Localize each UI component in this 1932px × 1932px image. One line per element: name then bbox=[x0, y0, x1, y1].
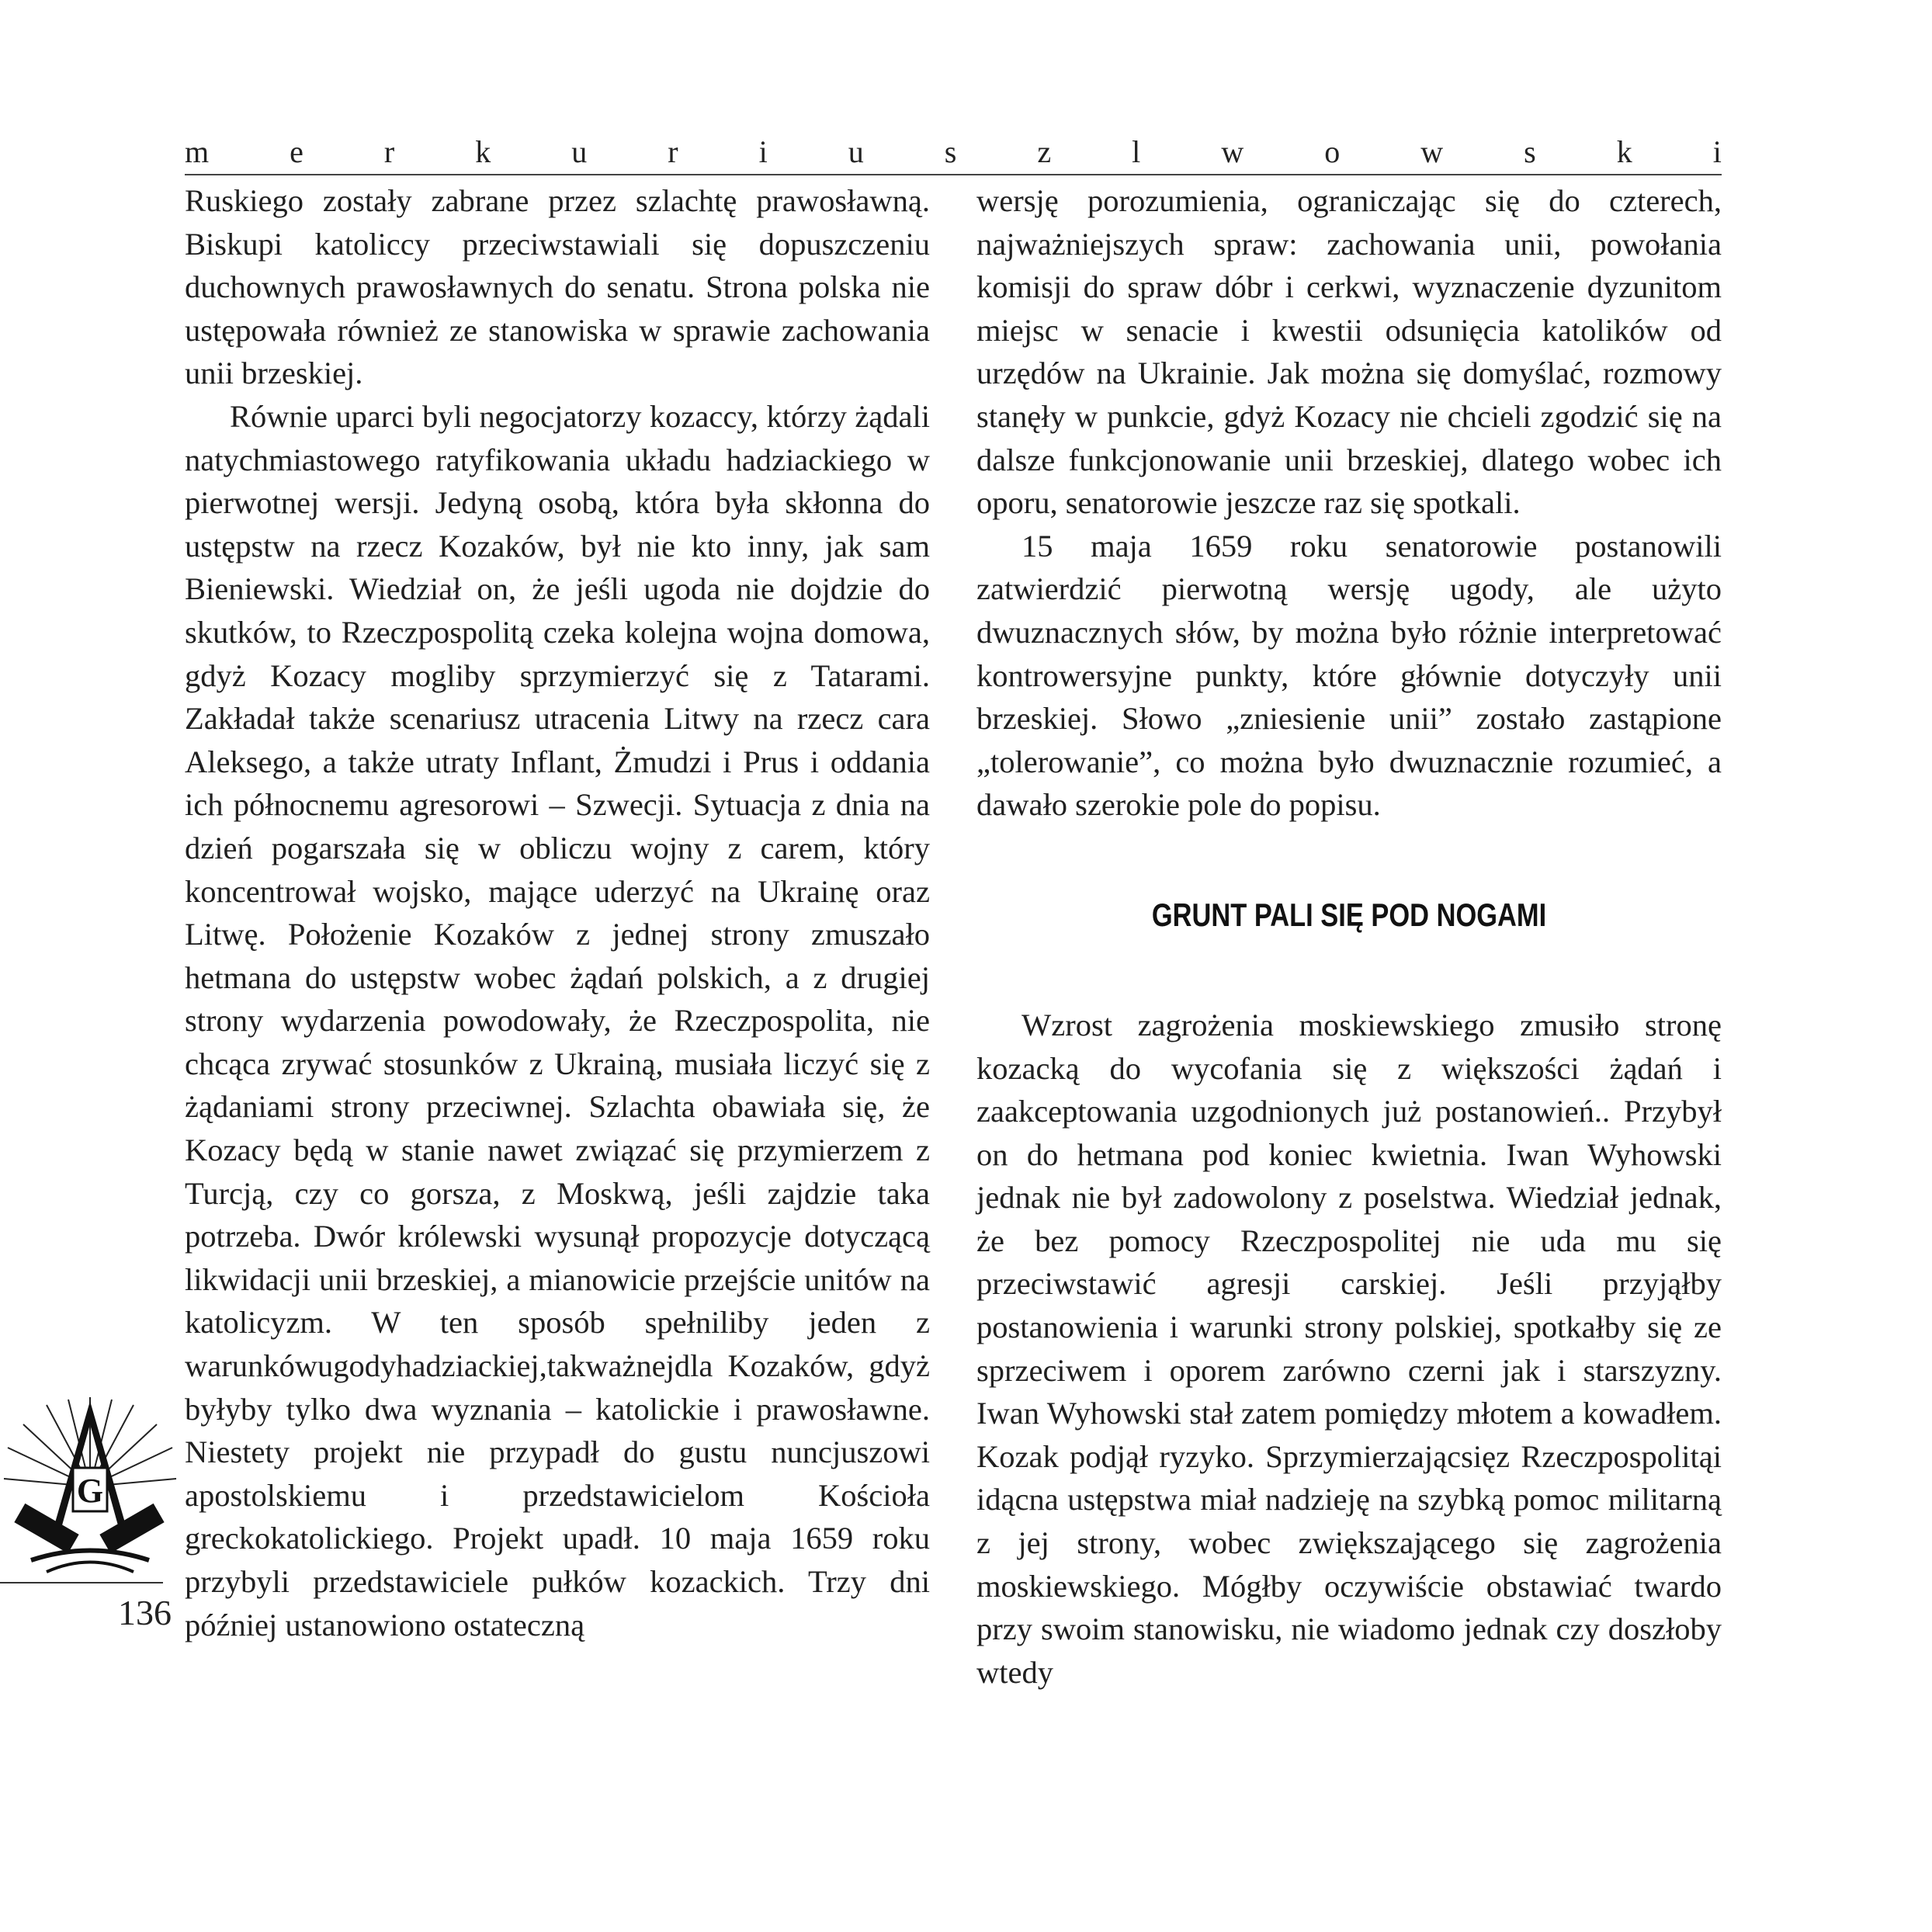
right-paragraph-1: wersję porozumienia, ograniczając się do czterech, najważniejszych spraw: zachowania unii, powołania komisji do spraw dóbr i cerkwi, wyznaczenie dyzunitom miejsc w senacie i kwestii odsunięcia katolików od urzędów na Ukrainie. Jak można się domyślać, rozmowy stanęły w punkcie, gdyż Kozacy nie chcieli zgodzić się na dalsze funkcjonowanie unii brzeskiej, dlatego wobec ich oporu, senatorowie jeszcze raz się spotkali. bbox=[976, 183, 1722, 521]
running-header-letter: s bbox=[944, 134, 957, 169]
running-header-letter: w bbox=[1420, 134, 1444, 169]
right-column bbox=[976, 179, 1722, 1694]
running-header-letter: o bbox=[1324, 134, 1341, 169]
running-header-letter: w bbox=[1221, 134, 1244, 169]
masonic-square-compass-emblem-icon bbox=[0, 1393, 180, 1580]
left-paragraph-2: Równie uparci byli negocjatorzy kozaccy, którzy żądali natychmiastowego ratyfikowania układu hadziackiego w pierwotnej wersji. Jedyną osobą, która była skłonna do ustępstw na rzecz Kozaków, był nie kto inny, jak sam Bieniewski. Wiedział on, że jeśli ugoda nie dojdzie do skutków, to Rzeczpospolitą czeka kolejna wojna domowa, gdyż Kozacy mogliby sprzymierzyć się z Tatarami. Zakładał także scenariusz utracenia Litwy na rzecz cara Aleksego, a także utraty Inflant, Żmudzi i Prus i oddania ich północnemu agresorowi – Szwecji. Sytuacja z dnia na dzień pogarszała się w obliczu wojny z carem, który koncentrował wojsko, mające uderzyć na Ukrainę oraz Litwę. Położenie Kozaków z jednej strony zmuszało hetmana do ustępstw wobec żądań polskich, a z drugiej strony wydarzenia powodowały, że Rzeczpospolita, nie chcąca zrywać stosunków z Ukrainą, musiała liczyć się z żądaniami strony przeciwnej. Szlachta obawiała się, że Kozacy będą w stanie nawet związać się przymierzem z Turcją, czy co gorsza, z Moskwą, jeśli zajdzie taka potrzeba. Dwór królewski wysunął propozycje dotyczącą likwidacji unii brzeskiej, a mianowicie przejście unitów na katolicyzm. W ten sposób spełniliby jeden z warunkówugodyhadziackiej,takważnejdla Kozaków, gdyż byłyby tylko dwa wyznania – katolickie i prawosławne. Niestety projekt nie przypadł do gustu nuncjuszowi apostolskiemu i przedstawicielom Kościoła greckokatolickiego. Projekt upadł. 10 maja 1659 roku przybyli przedstawiciele pułków kozackich. Trzy dni później ustanowiono ostateczną bbox=[185, 398, 930, 1642]
page-number: 136 bbox=[118, 1593, 172, 1632]
running-header-letter: i bbox=[1712, 134, 1722, 169]
running-header-letter: z bbox=[1037, 134, 1052, 169]
running-header-letter: m bbox=[185, 134, 210, 169]
page-number-rule bbox=[0, 1582, 163, 1583]
left-paragraph-1: Ruskiego zostały zabrane przez szlachtę prawosławną. Biskupi katoliccy przeciwstawiali się dopuszczeniu duchownych prawosławnych do senatu. Strona polska nie ustępowała również ze stanowiska w sprawie zachowania unii brzeskiej. bbox=[185, 183, 930, 391]
running-header-letter: s bbox=[1524, 134, 1536, 169]
running-header-letter: u bbox=[571, 134, 588, 169]
left-column bbox=[185, 179, 930, 1646]
running-header-letter: i bbox=[758, 134, 768, 169]
section-heading: GRUNT PALI SIĘ POD NOGAMI bbox=[1151, 896, 1547, 933]
emblem-letter: G bbox=[76, 1472, 104, 1510]
right-paragraph-2: 15 maja 1659 roku senatorowie postanowili zatwierdzić pierwotną wersję ugody, ale użyto dwuznacznych słów, by można było różnie interpretować kontrowersyjne punkty, które głównie dotyczyły unii brzeskiej. Słowo „zniesienie unii” zostało zastąpione „tolerowanie”, co można było dwuznacznie rozumieć, a dawało szerokie pole do popisu. bbox=[976, 528, 1722, 823]
running-header-letter: u bbox=[848, 134, 864, 169]
running-header-letter: e bbox=[290, 134, 304, 169]
running-header-letter: k bbox=[1616, 134, 1632, 169]
running-header bbox=[185, 134, 1722, 171]
right-paragraph-3: Wzrost zagrożenia moskiewskiego zmusiło stronę kozacką do wycofania się z większości żądań i zaakceptowania uzgodnionych już postanowień.. Przybył on do hetmana pod koniec kwietnia. Iwan Wyhowski jednak nie był zadowolony z poselstwa. Wiedział jednak, że bez pomocy Rzeczpospolitej nie uda mu się przeciwstawić agresji carskiej. Jeśli przyjąłby postanowienia i warunki strony polskiej, spotkałby się ze sprzeciwem i oporem zarówno czerni jak i starszyzny. Iwan Wyhowski stał zatem pomiędzy młotem a kowadłem. Kozak podjął ryzyko. Sprzymierzającsięz Rzeczpospolitąi idącna ustępstwa miał nadzieję na szybką pomoc militarną z jej strony, wobec zwiększającego się zagrożenia moskiewskiego. Mógłby oczywiście obstawiać twardo przy swoim stanowisku, nie wiadomo jednak czy doszłoby wtedy bbox=[976, 1007, 1722, 1690]
header-rule bbox=[185, 174, 1722, 175]
running-header-letter: r bbox=[668, 134, 678, 169]
running-header-letter: l bbox=[1132, 134, 1141, 169]
running-header-letter: k bbox=[475, 134, 491, 169]
running-header-letter: r bbox=[383, 134, 395, 169]
